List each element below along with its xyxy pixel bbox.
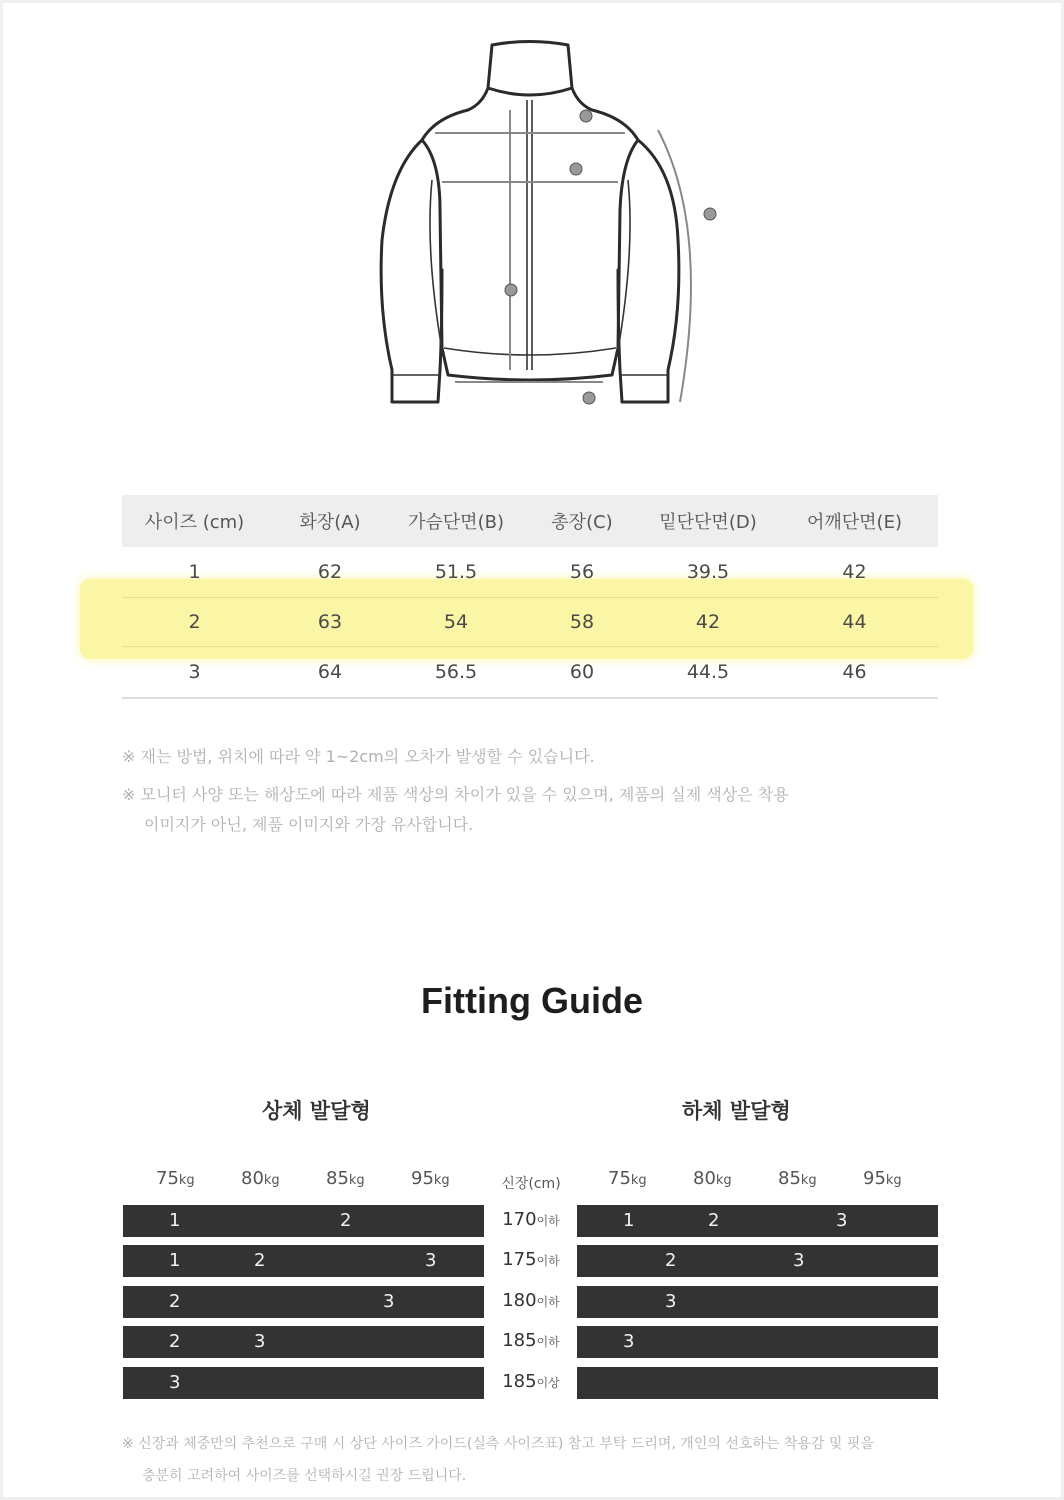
weight-label: 85kg bbox=[326, 1168, 365, 1189]
table-cell: 60 bbox=[569, 661, 595, 683]
fitting-footnote bbox=[122, 1428, 942, 1492]
table-cell: 63 bbox=[317, 611, 343, 633]
recommended-size: 3 bbox=[383, 1291, 395, 1312]
marker-a-icon bbox=[704, 208, 716, 220]
footnote-line: 충분히 고려하여 사이즈를 선택하시길 권장 드립니다. bbox=[142, 1468, 467, 1484]
recommended-size: 1 bbox=[169, 1210, 181, 1231]
marker-d-icon bbox=[583, 392, 595, 404]
table-cell: 46 bbox=[842, 661, 867, 683]
footnote-line: ※ 신장과 체중만의 추천으로 구매 시 상단 사이즈 가이드(실측 사이즈표) 참고 부탁 드리며, 개인의 선호하는 착용감 및 핏을 bbox=[122, 1436, 874, 1452]
table-cell: 3 bbox=[188, 661, 201, 683]
height-label: 185이하 bbox=[502, 1330, 560, 1351]
table-row bbox=[122, 647, 938, 699]
table-row-highlighted bbox=[122, 597, 938, 647]
upper-fit-bar bbox=[123, 1245, 484, 1277]
lower-fit-bar bbox=[577, 1245, 938, 1277]
table-cell: 54 bbox=[443, 611, 469, 633]
weight-label: 85kg bbox=[778, 1168, 817, 1189]
table-cell: 39.5 bbox=[686, 561, 730, 583]
header-shoulder: 어깨단면(E) bbox=[807, 512, 902, 533]
recommended-size: 2 bbox=[665, 1250, 677, 1271]
lower-fit-bar bbox=[577, 1326, 938, 1358]
height-label: 175이하 bbox=[502, 1249, 560, 1270]
table-cell: 51.5 bbox=[434, 561, 478, 583]
jacket-collar bbox=[468, 42, 592, 111]
marker-c-icon bbox=[505, 284, 517, 296]
upper-fit-bar bbox=[123, 1326, 484, 1358]
upper-fit-bar bbox=[123, 1286, 484, 1318]
jacket-right-sleeve bbox=[618, 140, 679, 402]
recommended-size: 3 bbox=[836, 1210, 848, 1231]
recommended-size: 1 bbox=[623, 1210, 635, 1231]
upper-body-title: 상체 발달형 bbox=[262, 1099, 371, 1123]
recommended-size: 3 bbox=[665, 1291, 677, 1312]
lower-fit-bar bbox=[577, 1367, 938, 1399]
recommended-size: 3 bbox=[793, 1250, 805, 1271]
header-hem: 밑단단면(D) bbox=[659, 512, 757, 533]
recommended-size: 3 bbox=[623, 1331, 635, 1352]
table-cell: 64 bbox=[317, 661, 343, 683]
table-row bbox=[122, 547, 938, 597]
note-line: ※ 재는 방법, 위치에 따라 약 1~2cm의 오차가 발생할 수 있습니다. bbox=[122, 747, 595, 766]
table-cell: 42 bbox=[695, 611, 721, 633]
table-cell: 44.5 bbox=[686, 661, 730, 683]
table-cell: 56 bbox=[569, 561, 595, 583]
header-length: 총장(C) bbox=[551, 512, 613, 533]
jacket-left-sleeve bbox=[381, 140, 442, 402]
recommended-size: 3 bbox=[425, 1250, 437, 1271]
table-cell: 62 bbox=[317, 561, 343, 583]
recommended-size: 1 bbox=[169, 1250, 181, 1271]
marker-e-icon bbox=[580, 110, 592, 122]
header-chest: 가슴단면(B) bbox=[408, 512, 504, 533]
size-table-header bbox=[122, 495, 938, 547]
jacket-measurement-diagram bbox=[360, 30, 730, 420]
recommended-size: 2 bbox=[254, 1250, 266, 1271]
upper-fit-bar bbox=[123, 1367, 484, 1399]
header-size: 사이즈 (cm) bbox=[144, 512, 245, 533]
table-cell: 2 bbox=[188, 611, 201, 633]
weight-label: 80kg bbox=[693, 1168, 732, 1189]
height-label: 180이하 bbox=[502, 1290, 560, 1311]
weight-label: 95kg bbox=[863, 1168, 902, 1189]
lower-body-title: 하체 발달형 bbox=[682, 1099, 791, 1123]
jacket-body bbox=[422, 110, 638, 380]
header-sleeve: 화장(A) bbox=[299, 512, 361, 533]
recommended-size: 2 bbox=[340, 1210, 352, 1231]
height-label: 170이하 bbox=[502, 1209, 560, 1230]
lower-fit-bar bbox=[577, 1205, 938, 1237]
height-column-header: 신장(cm) bbox=[501, 1176, 561, 1192]
table-cell: 58 bbox=[569, 611, 595, 633]
table-cell: 42 bbox=[842, 561, 867, 583]
jacket-hem-band bbox=[444, 348, 616, 355]
note-line: 이미지가 아닌, 제품 이미지와 가장 유사합니다. bbox=[144, 815, 474, 834]
recommended-size: 2 bbox=[169, 1291, 181, 1312]
table-cell: 56.5 bbox=[434, 661, 478, 683]
note-line: ※ 모니터 사양 또는 해상도에 따라 제품 색상의 차이가 있을 수 있으며, 제품의 실제 색상은 착용 bbox=[122, 785, 789, 804]
fitting-guide-title: Fitting Guide bbox=[421, 980, 643, 1021]
recommended-size: 2 bbox=[708, 1210, 720, 1231]
recommended-size: 3 bbox=[169, 1372, 181, 1393]
height-label: 185이상 bbox=[502, 1371, 560, 1392]
size-table bbox=[122, 495, 938, 699]
upper-fit-bar bbox=[123, 1205, 484, 1237]
table-cell: 1 bbox=[188, 561, 201, 583]
marker-b-icon bbox=[570, 163, 582, 175]
recommended-size: 2 bbox=[169, 1331, 181, 1352]
recommended-size: 3 bbox=[254, 1331, 266, 1352]
weight-label: 75kg bbox=[608, 1168, 647, 1189]
weight-label: 95kg bbox=[411, 1168, 450, 1189]
weight-label: 75kg bbox=[156, 1168, 195, 1189]
table-cell: 44 bbox=[842, 611, 867, 633]
lower-fit-bar bbox=[577, 1286, 938, 1318]
measurement-notes bbox=[122, 742, 942, 848]
weight-label: 80kg bbox=[241, 1168, 280, 1189]
